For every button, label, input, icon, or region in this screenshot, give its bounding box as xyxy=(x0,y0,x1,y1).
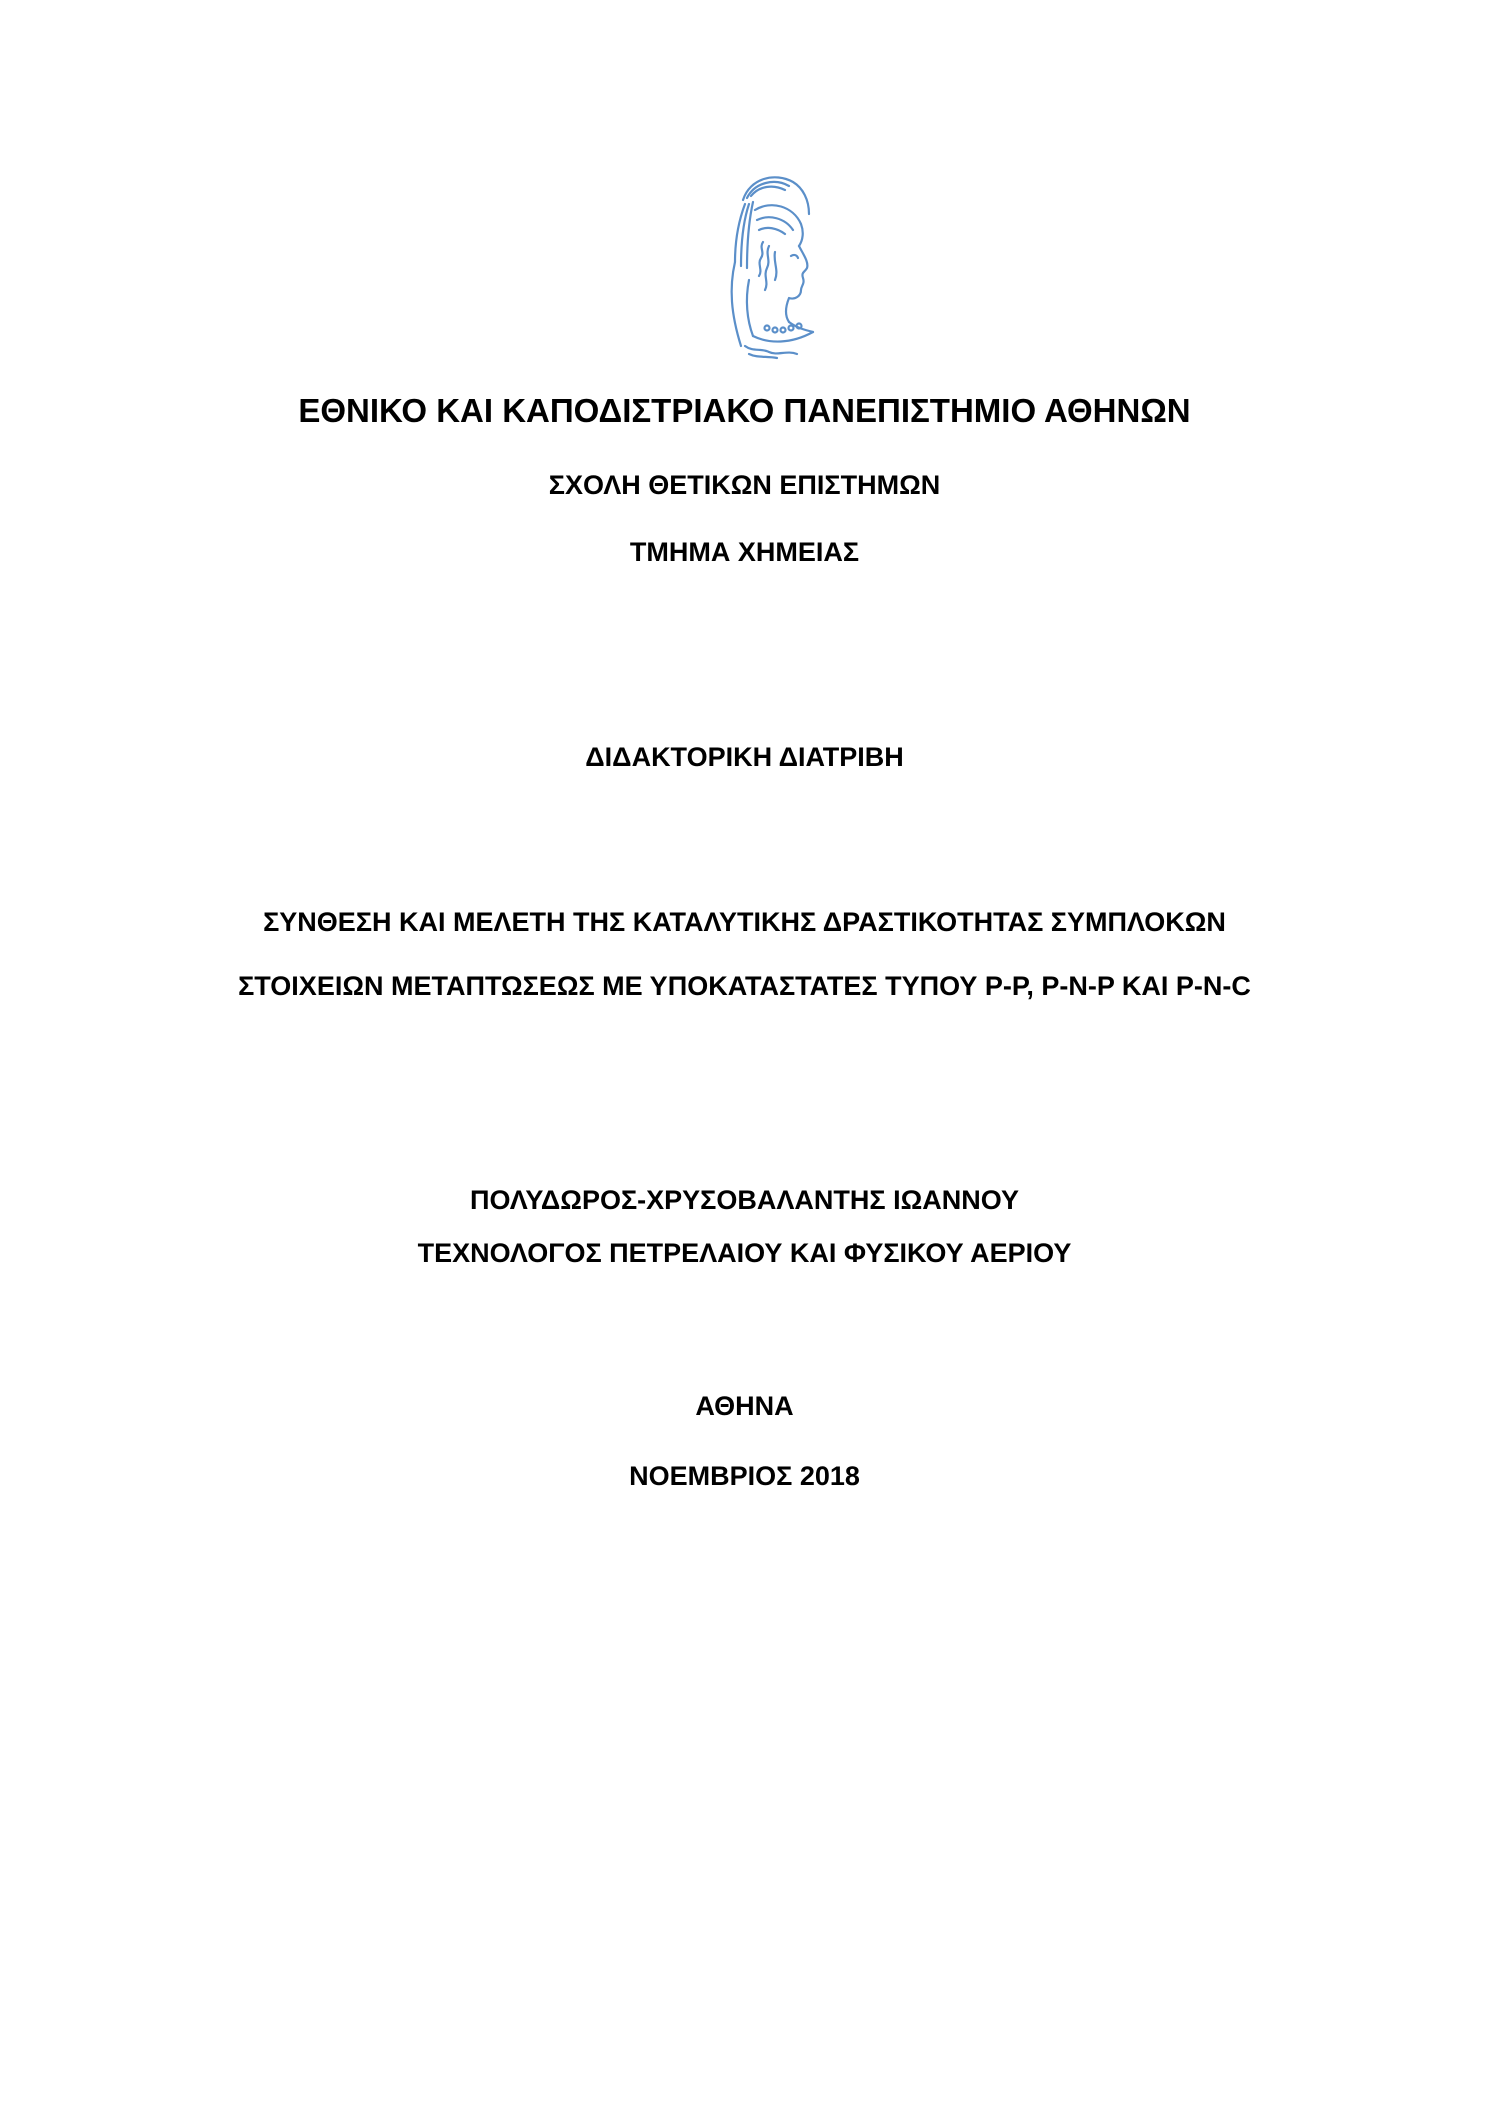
thesis-type: ΔΙΔΑΚΤΟΡΙΚΗ ΔΙΑΤΡΙΒΗ xyxy=(585,742,904,772)
thesis-title-line: ΣΤΟΙΧΕΙΩΝ ΜΕΤΑΠΤΩΣΕΩΣ ΜΕ ΥΠΟΚΑΤΑΣΤΑΤΕΣ ΤΥΠΟΥ P-P, P-N-P ΚΑΙ P-N-C xyxy=(238,971,1251,1001)
athena-head-icon xyxy=(705,170,825,360)
thesis-title-line: ΣΥΝΘΕΣΗ ΚΑΙ ΜΕΛΕΤΗ ΤΗΣ ΚΑΤΑΛΥΤΙΚΗΣ ΔΡΑΣΤΙΚΟΤΗΤΑΣ ΣΥΜΠΛΟΚΩΝ xyxy=(263,907,1226,937)
school-name: ΣΧΟΛΗ ΘΕΤΙΚΩΝ ΕΠΙΣΤΗΜΩΝ xyxy=(548,470,941,500)
city: ΑΘΗΝΑ xyxy=(695,1391,794,1421)
author-name: ΠΟΛΥΔΩΡΟΣ-ΧΡΥΣΟΒΑΛΑΝΤΗΣ ΙΩΑΝΝΟΥ xyxy=(470,1185,1019,1215)
author-title: ΤΕΧΝΟΛΟΓΟΣ ΠΕΤΡΕΛΑΙΟΥ ΚΑΙ ΦΥΣΙΚΟΥ ΑΕΡΙΟΥ xyxy=(417,1238,1072,1268)
department-name: ΤΜΗΜΑ ΧΗΜΕΙΑΣ xyxy=(629,537,860,567)
university-name: ΕΘΝΙΚΟ ΚΑΙ ΚΑΠΟΔΙΣΤΡΙΑΚΟ ΠΑΝΕΠΙΣΤΗΜΙΟ ΑΘΗΝΩΝ xyxy=(298,392,1191,429)
date: ΝΟΕΜΒΡΙΟΣ 2018 xyxy=(629,1461,860,1491)
